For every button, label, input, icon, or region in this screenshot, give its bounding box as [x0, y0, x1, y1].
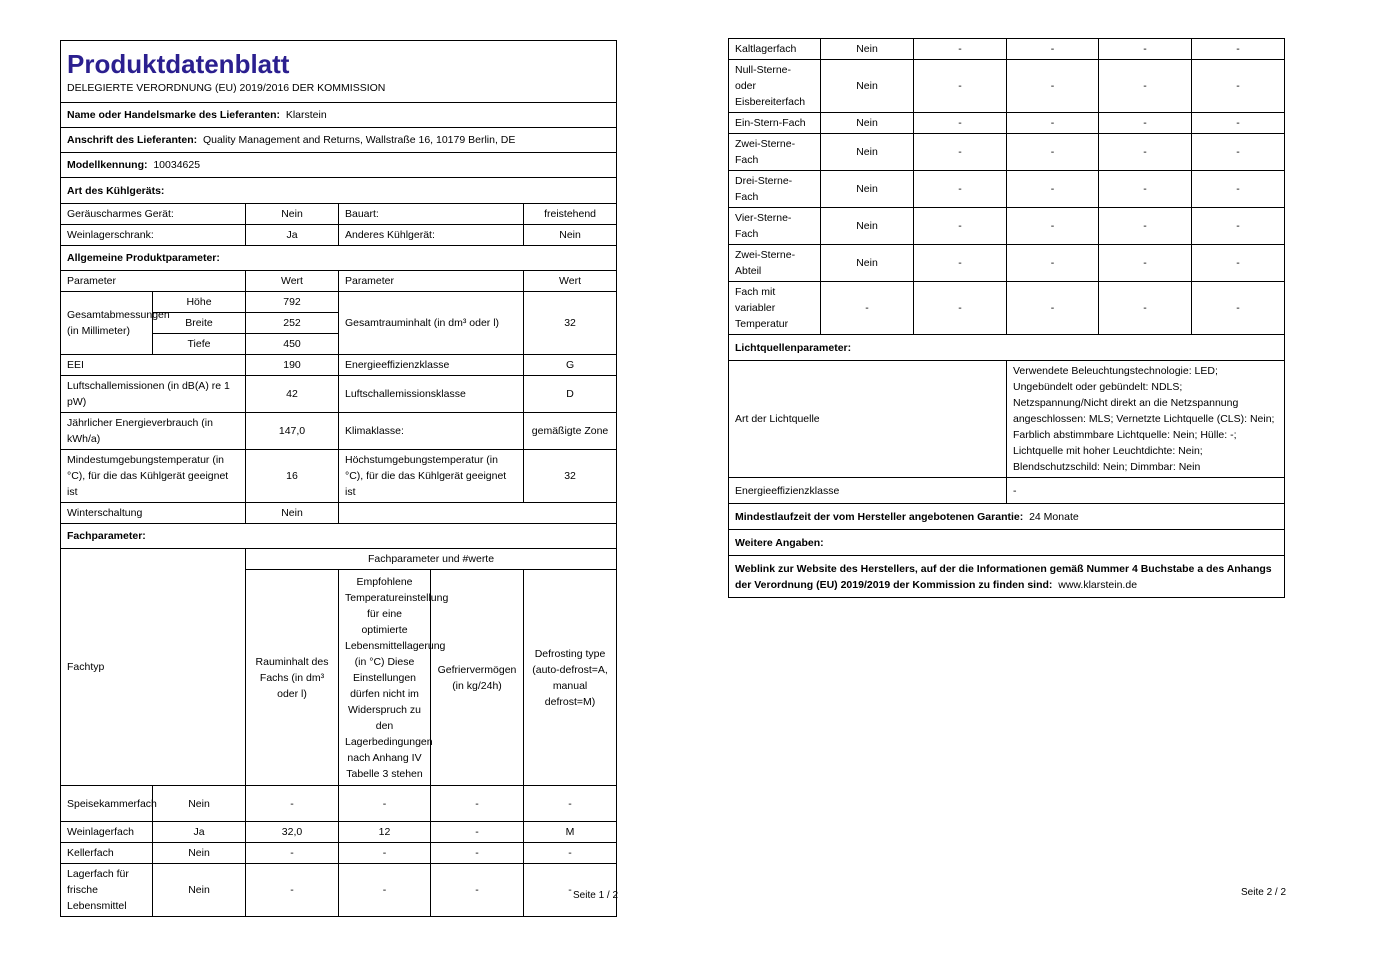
comp-freeze: -	[1099, 134, 1192, 171]
wine-value: Ja	[246, 225, 339, 246]
max-temp-value: 32	[524, 450, 617, 503]
comp-name: Zwei-Sterne-Fach	[729, 134, 821, 171]
light-type-label: Art der Lichtquelle	[729, 361, 1007, 478]
comp-temp: -	[1007, 245, 1099, 282]
comp-params-header: Fachparameter und #werte	[246, 549, 617, 570]
comp-temp: -	[1007, 134, 1099, 171]
header-cell	[61, 41, 617, 103]
comp-freeze: -	[1099, 282, 1192, 335]
comp-present: Nein	[153, 786, 246, 822]
warranty-value: 24 Monate	[1029, 510, 1079, 523]
model-row	[61, 153, 617, 178]
noise-class-value: D	[524, 376, 617, 413]
supplier-row	[61, 103, 617, 128]
comp-name: Kellerfach	[61, 843, 153, 864]
comp-freeze-header: Gefriervermögen (in kg/24h)	[431, 570, 524, 786]
table-row	[729, 134, 1285, 171]
comp-present: Nein	[821, 171, 914, 208]
width-value: 252	[246, 313, 339, 334]
comp-freeze: -	[431, 822, 524, 843]
comp-present: Nein	[821, 113, 914, 134]
low-noise-value: Nein	[246, 204, 339, 225]
eei-value: 190	[246, 355, 339, 376]
value-header-2: Wert	[524, 271, 617, 292]
table-row	[729, 113, 1285, 134]
comp-defrost: -	[1192, 245, 1285, 282]
model-value: 10034625	[153, 159, 201, 171]
comp-present: Nein	[821, 60, 914, 113]
comp-temp: -	[339, 864, 431, 917]
address-row	[61, 128, 617, 153]
light-eclass-value: -	[1007, 478, 1285, 504]
table-row	[729, 39, 1285, 60]
low-noise-label: Geräuscharmes Gerät:	[61, 204, 246, 225]
comp-heading: Fachparameter:	[61, 524, 617, 549]
comp-name: Weinlagerfach	[61, 822, 153, 843]
comp-name: Lagerfach für frische Lebensmittel	[61, 864, 153, 917]
table-row	[729, 171, 1285, 208]
design-label: Bauart:	[339, 204, 524, 225]
document-title: Produktdatenblatt	[67, 48, 290, 79]
eclass-label: Energieeffizienzklasse	[339, 355, 524, 376]
comp-vol: -	[914, 60, 1007, 113]
comp-vol: -	[246, 786, 339, 822]
other-value: Nein	[524, 225, 617, 246]
comp-freeze: -	[1099, 113, 1192, 134]
datasheet-table-page-2	[728, 38, 1285, 598]
comp-defrost: -	[1192, 113, 1285, 134]
supplier-label: Name oder Handelsmarke des Lieferanten:	[67, 109, 280, 121]
datasheet-table-page-1	[60, 40, 617, 917]
comp-name: Zwei-Sterne-Abteil	[729, 245, 821, 282]
page-2	[728, 38, 1284, 598]
comp-volume-header: Rauminhalt des Fachs (in dm³ oder l)	[246, 570, 339, 786]
comp-defrost: -	[1192, 282, 1285, 335]
comp-present: Nein	[821, 134, 914, 171]
comp-freeze: -	[431, 843, 524, 864]
light-eclass-label: Energieeffizienzklasse	[729, 478, 1007, 504]
min-temp-label: Mindestumgebungstemperatur (in °C), für die das Kühlgerät geeignet ist	[61, 450, 246, 503]
comp-temp: -	[1007, 113, 1099, 134]
height-label: Höhe	[153, 292, 246, 313]
address-label: Anschrift des Lieferanten:	[67, 134, 198, 146]
comp-freeze: -	[431, 864, 524, 917]
comp-present: Nein	[821, 39, 914, 60]
comp-defrost: -	[1192, 208, 1285, 245]
comp-freeze: -	[1099, 208, 1192, 245]
regulation-subtitle: DELEGIERTE VERORDNUNG (EU) 2019/2016 DER KOMMISSION	[67, 81, 386, 94]
table-row	[61, 786, 617, 822]
comp-defrost-header: Defrosting type (auto-defrost=A, manual defrost=M)	[524, 570, 617, 786]
comp-freeze: -	[1099, 39, 1192, 60]
value-header: Wert	[246, 271, 339, 292]
comp-vol: -	[246, 864, 339, 917]
comp-freeze: -	[1099, 245, 1192, 282]
table-row	[729, 245, 1285, 282]
comp-vol: 32,0	[246, 822, 339, 843]
comp-vol: -	[914, 171, 1007, 208]
height-value: 792	[246, 292, 339, 313]
comp-vol: -	[914, 113, 1007, 134]
param-header: Parameter	[61, 271, 246, 292]
comp-defrost: -	[524, 843, 617, 864]
comp-freeze: -	[431, 786, 524, 822]
comp-present: Nein	[821, 208, 914, 245]
general-heading: Allgemeine Produktparameter:	[61, 246, 617, 271]
comp-vol: -	[914, 282, 1007, 335]
comp-vol: -	[914, 134, 1007, 171]
further-label: Weitere Angaben:	[729, 530, 1285, 556]
supplier-value: Klarstein	[285, 109, 327, 121]
warranty-label: Mindestlaufzeit der vom Hersteller angebotenen Garantie:	[735, 510, 1024, 523]
table-row	[61, 843, 617, 864]
comp-present: Ja	[153, 822, 246, 843]
energy-value: 147,0	[246, 413, 339, 450]
comp-present: Nein	[153, 864, 246, 917]
table-row	[729, 60, 1285, 113]
comp-present: -	[821, 282, 914, 335]
comp-temp: 12	[339, 822, 431, 843]
light-heading: Lichtquellenparameter:	[729, 335, 1285, 361]
energy-label: Jährlicher Energieverbrauch (in kWh/a)	[61, 413, 246, 450]
type-heading: Art des Kühlgeräts:	[61, 178, 617, 204]
comp-defrost: -	[1192, 39, 1285, 60]
weblink-value[interactable]: www.klarstein.de	[1058, 578, 1138, 591]
noise-label: Luftschallemissionen (in dB(A) re 1 pW)	[61, 376, 246, 413]
model-label: Modellkennung:	[67, 159, 148, 171]
min-temp-value: 16	[246, 450, 339, 503]
depth-label: Tiefe	[153, 334, 246, 355]
comp-present: Nein	[153, 843, 246, 864]
address-value: Quality Management and Returns, Wallstraße 16, 10179 Berlin, DE	[202, 134, 516, 146]
comp-temp: -	[339, 843, 431, 864]
comp-present: Nein	[821, 245, 914, 282]
comp-name: Ein-Stern-Fach	[729, 113, 821, 134]
comp-type-header: Fachtyp	[61, 549, 246, 786]
eclass-value: G	[524, 355, 617, 376]
other-label: Anderes Kühlgerät:	[339, 225, 524, 246]
winter-label: Winterschaltung	[61, 503, 246, 524]
comp-temp: -	[1007, 60, 1099, 113]
comp-defrost: -	[524, 864, 617, 917]
page-1	[60, 40, 619, 917]
noise-class-label: Luftschallemissionsklasse	[339, 376, 524, 413]
comp-name: Speisekammerfach	[61, 786, 153, 822]
comp-vol: -	[246, 843, 339, 864]
comp-temp: -	[1007, 39, 1099, 60]
volume-value: 32	[524, 292, 617, 355]
comp-vol: -	[914, 208, 1007, 245]
param-header-2: Parameter	[339, 271, 524, 292]
comp-temp: -	[339, 786, 431, 822]
comp-name: Null-Sterne- oder Eisbereiterfach	[729, 60, 821, 113]
comp-vol: -	[914, 245, 1007, 282]
comp-freeze: -	[1099, 60, 1192, 113]
comp-temp-header: Empfohlene Temperatureinstellung für eine optimierte Lebensmittellagerung (in °C) Diese Einstellungen dürfen nicht im Widerspruch zu den Lagerbedingungen nach Anhang IV Tabelle 3 stehen	[339, 570, 431, 786]
page-number-1: Seite 1 / 2	[573, 890, 619, 901]
max-temp-label: Höchstumgebungstemperatur (in °C), für die das Kühlgerät geeignet ist	[339, 450, 524, 503]
comp-temp: -	[1007, 208, 1099, 245]
dims-label: Gesamtabmessungen (in Millimeter)	[61, 292, 153, 355]
comp-temp: -	[1007, 171, 1099, 208]
eei-label: EEI	[61, 355, 246, 376]
width-label: Breite	[153, 313, 246, 334]
winter-value: Nein	[246, 503, 339, 524]
comp-name: Fach mit variabler Temperatur	[729, 282, 821, 335]
comp-defrost: M	[524, 822, 617, 843]
comp-name: Vier-Sterne-Fach	[729, 208, 821, 245]
wine-label: Weinlagerschrank:	[61, 225, 246, 246]
weblink-label: Weblink zur Website des Herstellers, auf der die Informationen gemäß Nummer 4 Buchstabe a des Anhangs der Verordnung (EU) 2019/2019 der Kommission zu finden sind:	[735, 562, 1272, 591]
design-value: freistehend	[524, 204, 617, 225]
light-type-value: Verwendete Beleuchtungstechnologie: LED; Ungebündelt oder gebündelt: NDLS; Netzspannung/Nicht direkt an die Netzspannung angeschlossen: MLS; Vernetzte Lichtquelle (CLS): Nein; Farblich abstimmbare Lichtquelle: Nein; Hülle: -; Lichtquelle mit hoher Leuchtdichte: Nein; Blendschutzschild: Nein; Dimmbar: Nein	[1007, 361, 1285, 478]
table-row	[61, 822, 617, 843]
comp-defrost: -	[524, 786, 617, 822]
comp-freeze: -	[1099, 171, 1192, 208]
climate-value: gemäßigte Zone	[524, 413, 617, 450]
table-row	[729, 282, 1285, 335]
empty-cell	[339, 503, 617, 524]
comp-vol: -	[914, 39, 1007, 60]
comp-name: Drei-Sterne-Fach	[729, 171, 821, 208]
climate-label: Klimaklasse:	[339, 413, 524, 450]
noise-value: 42	[246, 376, 339, 413]
comp-defrost: -	[1192, 60, 1285, 113]
table-row	[729, 208, 1285, 245]
weblink-row	[729, 556, 1285, 598]
page-number-2: Seite 2 / 2	[1241, 887, 1287, 898]
comp-name: Kaltlagerfach	[729, 39, 821, 60]
comp-temp: -	[1007, 282, 1099, 335]
comp-defrost: -	[1192, 171, 1285, 208]
table-row	[61, 864, 617, 917]
depth-value: 450	[246, 334, 339, 355]
warranty-row	[729, 504, 1285, 530]
volume-label: Gesamtrauminhalt (in dm³ oder l)	[339, 292, 524, 355]
comp-defrost: -	[1192, 134, 1285, 171]
